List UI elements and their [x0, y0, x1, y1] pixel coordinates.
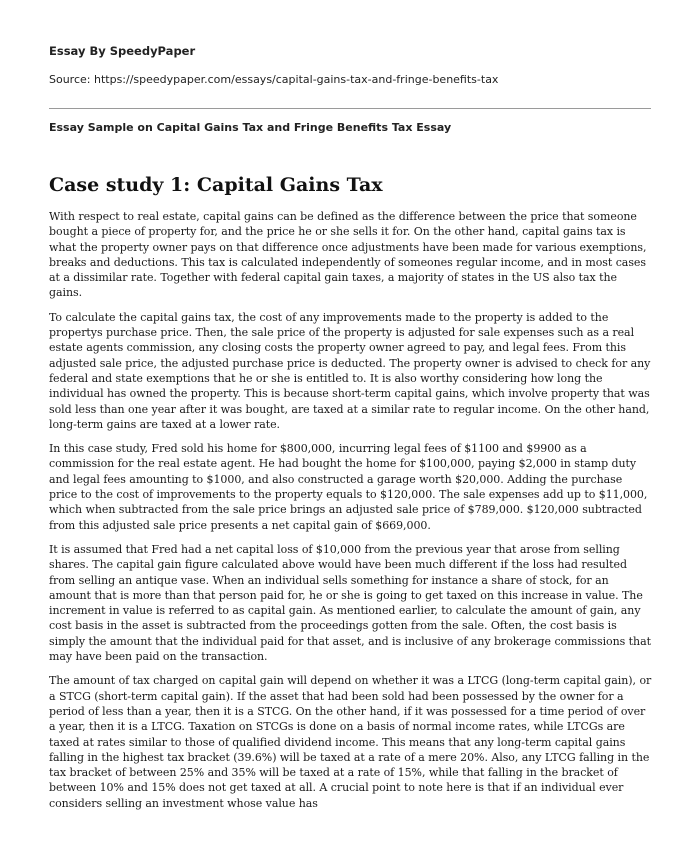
section-heading: Case study 1: Capital Gains Tax	[49, 174, 383, 196]
body-paragraph-4: It is assumed that Fred had a net capital loss of $10,000 from the previous year that arose from selling shares. The capital gain figure calculated above would have been much different if the loss had resulted from selling an antique vase. When an individual sells something for instance a share of stock, for an amount that is more than that person paid for, he or she is going to get taxed on this increase in value. The increment in value is referred to as capital gain. As mentioned earlier, to calculate the amount of gain, any cost basis in the asset is subtracted from the proceedings gotten from the sale. Often, the cost basis is simply the amount that the individual paid for that asset, and is inclusive of any brokerage commissions that may have been paid on the transaction.	[49, 542, 651, 664]
essay-title: Essay Sample on Capital Gains Tax and Fringe Benefits Tax Essay	[49, 121, 452, 134]
body-paragraph-1: With respect to real estate, capital gains can be defined as the difference between the price that someone bought a piece of property for, and the price he or she sells it for. On the other hand, capital gains tax is what the property owner pays on that difference once adjustments have been made for various exemptions, breaks and deductions. This tax is calculated independently of someones regular income, and in most cases at a dissimilar rate. Together with federal capital gain taxes, a majority of states in the US also tax the gains.	[49, 210, 647, 300]
body-paragraph-5: The amount of tax charged on capital gain will depend on whether it was a LTCG (long-term capital gain), or a STCG (short-term capital gain). If the asset that had been sold had been possessed by the owner for a period of less than a year, then it is a STCG. On the other hand, if it was possessed for a time period of over a year, then it is a LTCG. Taxation on STCGs is done on a basis of normal income rates, while LTCGs are taxed at rates similar to those of qualified dividend income. This means that any long-term capital gains falling in the highest tax bracket (39.6%) will be taxed at a rate of a mere 20%. Also, any LTCG falling in the tax bracket of between 25% and 35% will be taxed at a rate of 15%, while that falling in the bracket of between 10% and 15% does not get taxed at all. A crucial point to note here is that if an individual ever considers selling an investment whose value has	[49, 674, 652, 810]
body-paragraph-3: In this case study, Fred sold his home for $800,000, incurring legal fees of $1100 and $9900 as a commission for the real estate agent. He had bought the home for $100,000, paying $2,000 in stamp duty and legal fees amounting to $1000, and also constructed a garage worth $20,000. Adding the purchase price to the cost of improvements to the property equals to $120,000. The sale expenses add up to $11,000, which when subtracted from the sale price brings an adjusted sale price of $789,000. $120,000 subtracted from this adjusted sale price presents a net capital gain of $669,000.	[49, 442, 648, 532]
document-header-title: Essay By SpeedyPaper	[49, 44, 196, 58]
document-source-line: Source: https://speedypaper.com/essays/capital-gains-tax-and-fringe-benefits-tax	[49, 73, 499, 86]
header-divider	[49, 108, 651, 109]
essay-body	[49, 209, 653, 820]
body-paragraph-2: To calculate the capital gains tax, the cost of any improvements made to the property is added to the propertys purchase price. Then, the sale price of the property is adjusted for sale expenses such as a real estate agents commission, any closing costs the property owner agreed to pay, and legal fees. From this adjusted sale price, the adjusted purchase price is deducted. The property owner is advised to check for any federal and state exemptions that he or she is entitled to. It is also worthy considering how long the individual has owned the property. This is because short-term capital gains, which involve property that was sold less than one year after it was bought, are taxed at a similar rate to regular income. On the other hand, long-term gains are taxed at a lower rate.	[49, 310, 651, 431]
